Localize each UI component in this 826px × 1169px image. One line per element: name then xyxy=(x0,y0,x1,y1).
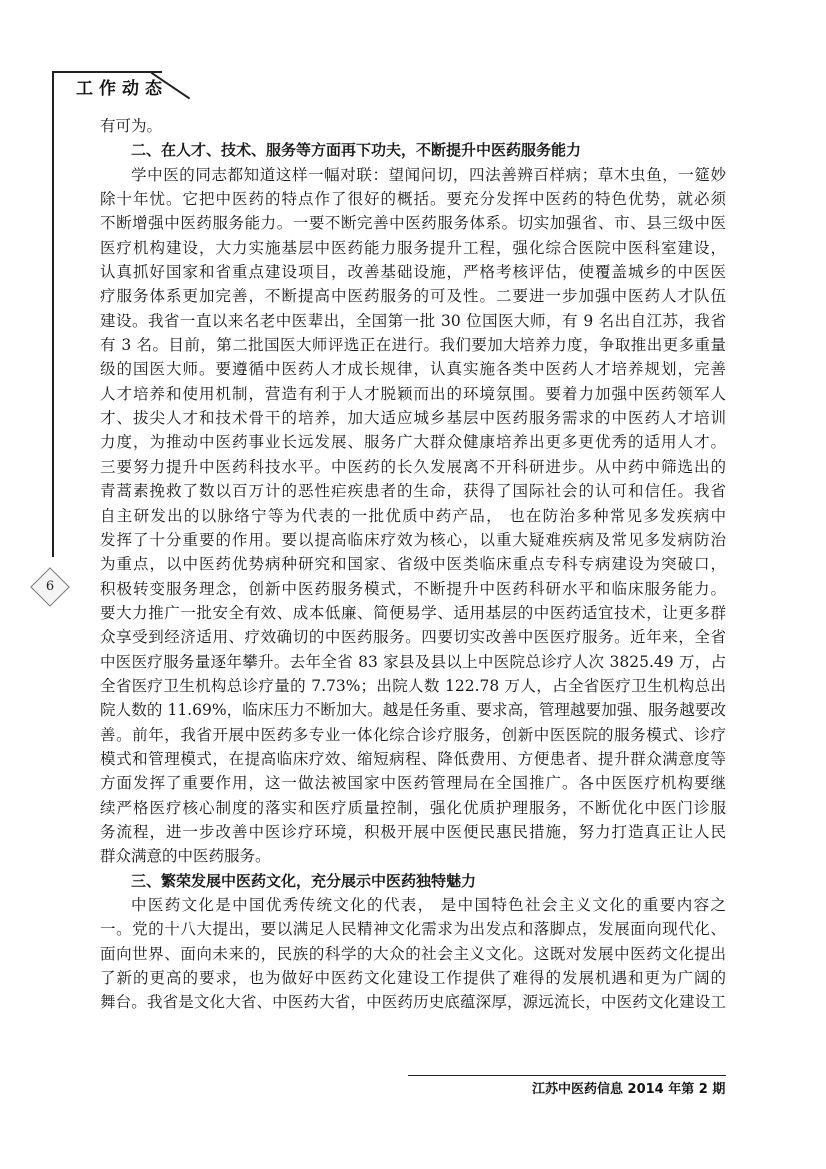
page-number: 6 xyxy=(45,579,55,594)
article-body xyxy=(100,114,726,1015)
text-line: 三要努力提升中医药科技水平。中医药的长久发展离不开科研进步。从中药中筛选出的 xyxy=(100,457,726,476)
text-line: 群众满意的中医药服务。 xyxy=(100,847,271,866)
side-rule xyxy=(52,97,54,557)
section-title: 工作动态 xyxy=(76,79,168,99)
text-line: 除十年忧。它把中医药的特点作了很好的概括。要充分发挥中医药的特色优势，就必须 xyxy=(100,190,726,209)
text-line: 有 3 名。目前，第二批国医大师评选正在进行。我们要加大培养力度，争取推出更多重量 xyxy=(100,336,726,355)
text-line: 力度，为推动中医药事业长远发展、服务广大群众健康培养出更多更优秀的适用人才。 xyxy=(100,433,726,452)
text-line: 方面发挥了重要作用，这一做法被国家中医药管理局在全国推广。各中医医疗机构要继 xyxy=(100,774,726,793)
text-line: 人才培养和使用机制，营造有利于人才脱颖而出的环境氛围。要着力加强中医药领军人 xyxy=(100,384,726,403)
text-line: 为重点，以中医药优势病种研究和国家、省级中医类临床重点专科专病建设为突破口， xyxy=(100,555,726,574)
text-line: 发挥了十分重要的作用。要以提高临床疗效为核心，以重大疑难疾病及常见多发病防治 xyxy=(100,530,726,549)
text-line: 了新的更高的要求，也为做好中医药文化建设工作提供了难得的发展机遇和更为广阔的 xyxy=(100,969,726,988)
text-line: 积极转变服务理念，创新中医药服务模式，不断提升中医药科研水平和临床服务能力。 xyxy=(100,579,726,598)
section-heading: 三、繁荣发展中医药文化，充分展示中医药独特魅力 xyxy=(131,871,477,890)
text-line: 中医药文化是中国优秀传统文化的代表， 是中国特色社会主义文化的重要内容之 xyxy=(131,896,726,914)
text-line: 一。党的十八大提出，要以满足人民精神文化需求为出发点和落脚点，发展面向现代化、 xyxy=(100,920,726,939)
text-line: 有可为。 xyxy=(100,117,163,135)
text-line: 务流程，进一步改善中医诊疗环境，积极开展中医便民惠民措施，努力打造真正让人民 xyxy=(100,822,726,841)
text-line: 舞台。我省是文化大省、中医药大省，中医药历史底蕴深厚，源远流长，中医药文化建设工 xyxy=(100,993,726,1012)
text-line: 全省医疗卫生机构总诊疗量的 7.73%；出院人数 122.78 万人，占全省医疗卫生机构总出 xyxy=(100,676,726,695)
footer-rule xyxy=(408,1075,726,1076)
text-line: 续严格医疗核心制度的落实和医疗质量控制，强化优质护理服务，不断优化中医门诊服 xyxy=(100,798,726,817)
text-line: 善。前年，我省开展中医药多专业一体化综合诊疗服务，创新中医医院的服务模式、诊疗 xyxy=(100,725,726,744)
text-line: 自主研发出的以脉络宁等为代表的一批优质中药产品， 也在防治多种常见多发疾病中 xyxy=(100,506,726,525)
text-line: 院人数的 11.69%，临床压力不断加大。越是任务重、要求高，管理越要加强、服务越要改 xyxy=(100,701,726,720)
text-line: 面向世界、面向未来的，民族的科学的大众的社会主义文化。这既对发展中医药文化提出 xyxy=(100,944,726,963)
text-line: 众享受到经济适用、疗效确切的中医药服务。四要切实改善中医医疗服务。近年来，全省 xyxy=(100,628,726,647)
text-line: 青蒿素挽救了数以百万计的恶性疟疾患者的生命，获得了国际社会的认可和信任。我省 xyxy=(100,482,726,501)
text-line: 不断增强中医药服务能力。一要不断完善中医药服务体系。切实加强省、市、县三级中医 xyxy=(100,214,726,233)
text-line: 中医医疗服务量逐年攀升。去年全省 83 家县及县以上中医院总诊疗人次 3825.49 万，占 xyxy=(100,652,726,671)
text-line: 建设。我省一直以来名老中医辈出，全国第一批 30 位国医大师，有 9 名出自江苏，我省 xyxy=(100,311,726,330)
journal-footer: 江苏中医药信息 2014 年第 2 期 xyxy=(532,1082,726,1097)
text-line: 要大力推广一批安全有效、成本低廉、简便易学、适用基层的中医药适宜技术，让更多群 xyxy=(100,603,726,622)
text-line: 学中医的同志都知道这样一幅对联：望闻问切，四法善辨百样病；草木虫鱼，一筵妙 xyxy=(131,165,726,184)
text-line: 医疗机构建设，大力实施基层中医药能力服务提升工程，强化综合医院中医科室建设， xyxy=(100,238,726,257)
section-heading: 二、在人才、技术、服务等方面再下功夫，不断提升中医药服务能力 xyxy=(131,141,582,160)
text-line: 才、拔尖人才和技术骨干的培养，加大适应城乡基层中医药服务需求的中医药人才培训 xyxy=(100,409,726,428)
text-line: 认真抓好国家和省重点建设项目，改善基础设施，严格考核评估，使覆盖城乡的中医医 xyxy=(100,263,726,282)
text-line: 级的国医大师。要遵循中医药人才成长规律，认真实施各类中医药人才培养规划，完善 xyxy=(100,360,726,379)
text-line: 模式和管理模式，在提高临床疗效、缩短病程、降低费用、方便患者、提升群众满意度等 xyxy=(100,749,726,768)
text-line: 疗服务体系更加完善，不断提高中医药服务的可及性。二要进一步加强中医药人才队伍 xyxy=(100,287,726,306)
